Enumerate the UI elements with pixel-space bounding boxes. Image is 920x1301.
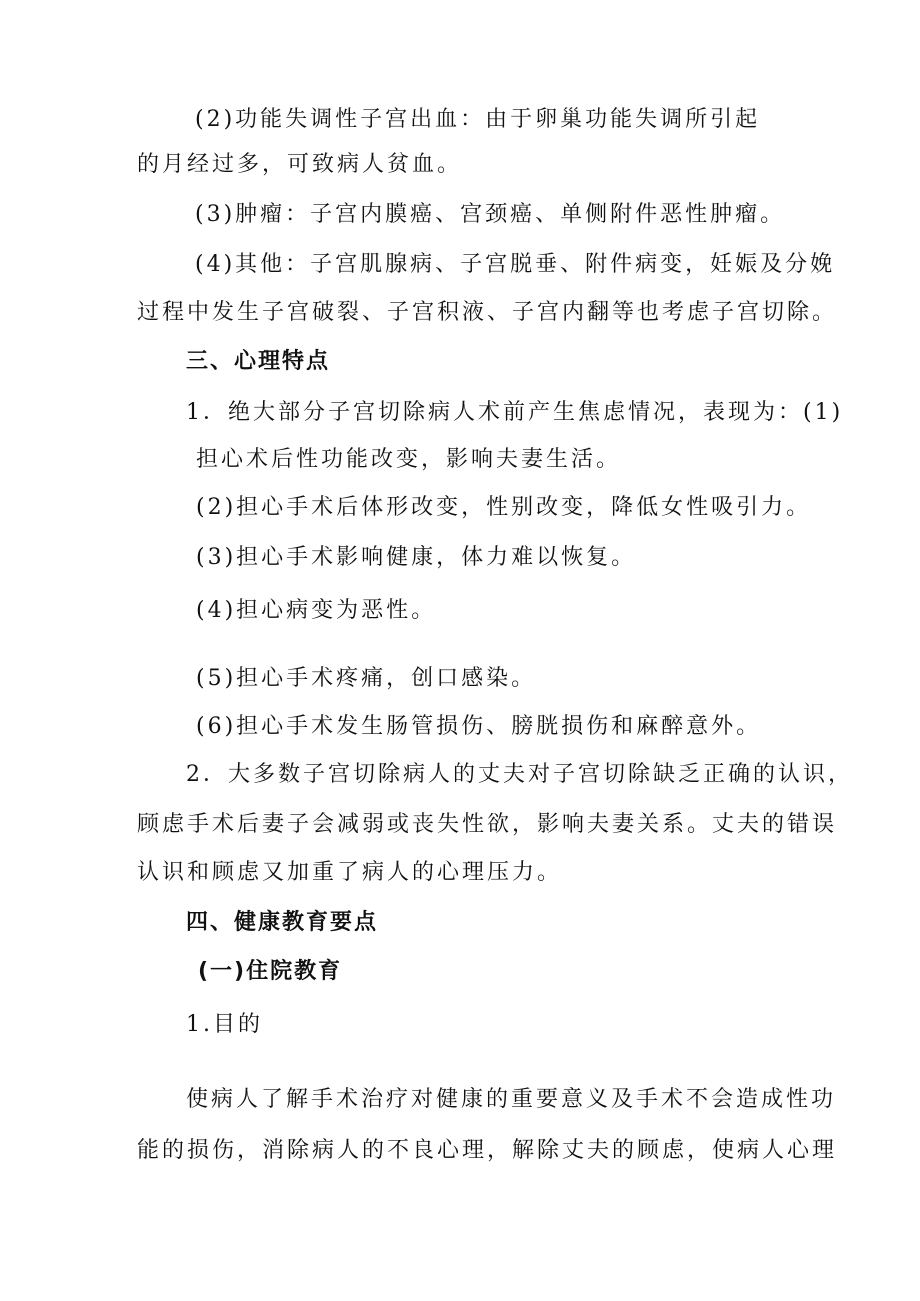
paragraph-purpose-cont: 能的损伤，消除病人的不良心理，解除丈夫的顾虑，使病人心理 <box>137 1138 838 1163</box>
list-item-body-shape: (2)担心手术后体形改变，性别改变，降低女性吸引力。 <box>196 495 812 520</box>
paragraph-husband-cont-2: 认识和顾虑又加重了病人的心理压力。 <box>137 860 563 885</box>
section-heading-psychology: 三、心理特点 <box>186 349 331 374</box>
list-item-dysfunctional-bleeding: (2)功能失调性子宫出血：由于卵巢功能失调所引起 <box>195 107 761 132</box>
list-item-sexual-function: 担心术后性功能改变，影响夫妻生活。 <box>196 447 622 472</box>
section-heading-health-education: 四、健康教育要点 <box>186 910 379 935</box>
list-item-dysfunctional-bleeding-cont: 的月经过多，可致病人贫血。 <box>137 152 463 177</box>
list-item-surgical-injury: (6)担心手术发生肠管损伤、膀胱损伤和麻醉意外。 <box>196 714 762 739</box>
paragraph-husband-cont-1: 顾虑手术后妻子会减弱或丧失性欲，影响夫妻关系。丈夫的错误 <box>137 812 838 837</box>
subsection-heading-inpatient: (一)住院教育 <box>198 959 343 984</box>
paragraph-husband: 2．大多数子宫切除病人的丈夫对子宫切除缺乏正确的认识， <box>186 762 853 787</box>
list-item-health: (3)担心手术影响健康，体力难以恢复。 <box>196 545 637 570</box>
list-item-other: (4)其他：子宫肌腺病、子宫脱垂、附件病变，妊娠及分娩 <box>195 252 836 277</box>
list-item-pain: (5)担心手术疼痛，创口感染。 <box>196 666 537 691</box>
paragraph-purpose: 使病人了解手术治疗对健康的重要意义及手术不会造成性功 <box>186 1087 837 1112</box>
paragraph-anxiety: 1．绝大部分子宫切除病人术前产生焦虑情况，表现为：(1) <box>186 400 844 425</box>
subheading-purpose: 1.目的 <box>186 1012 263 1037</box>
list-item-malignancy: (4)担心病变为恶性。 <box>196 598 437 623</box>
list-item-tumor: (3)肿瘤：子宫内膜癌、宫颈癌、单侧附件恶性肿瘤。 <box>195 202 786 227</box>
list-item-other-cont: 过程中发生子宫破裂、子宫积液、子宫内翻等也考虑子宫切除。 <box>137 300 838 325</box>
